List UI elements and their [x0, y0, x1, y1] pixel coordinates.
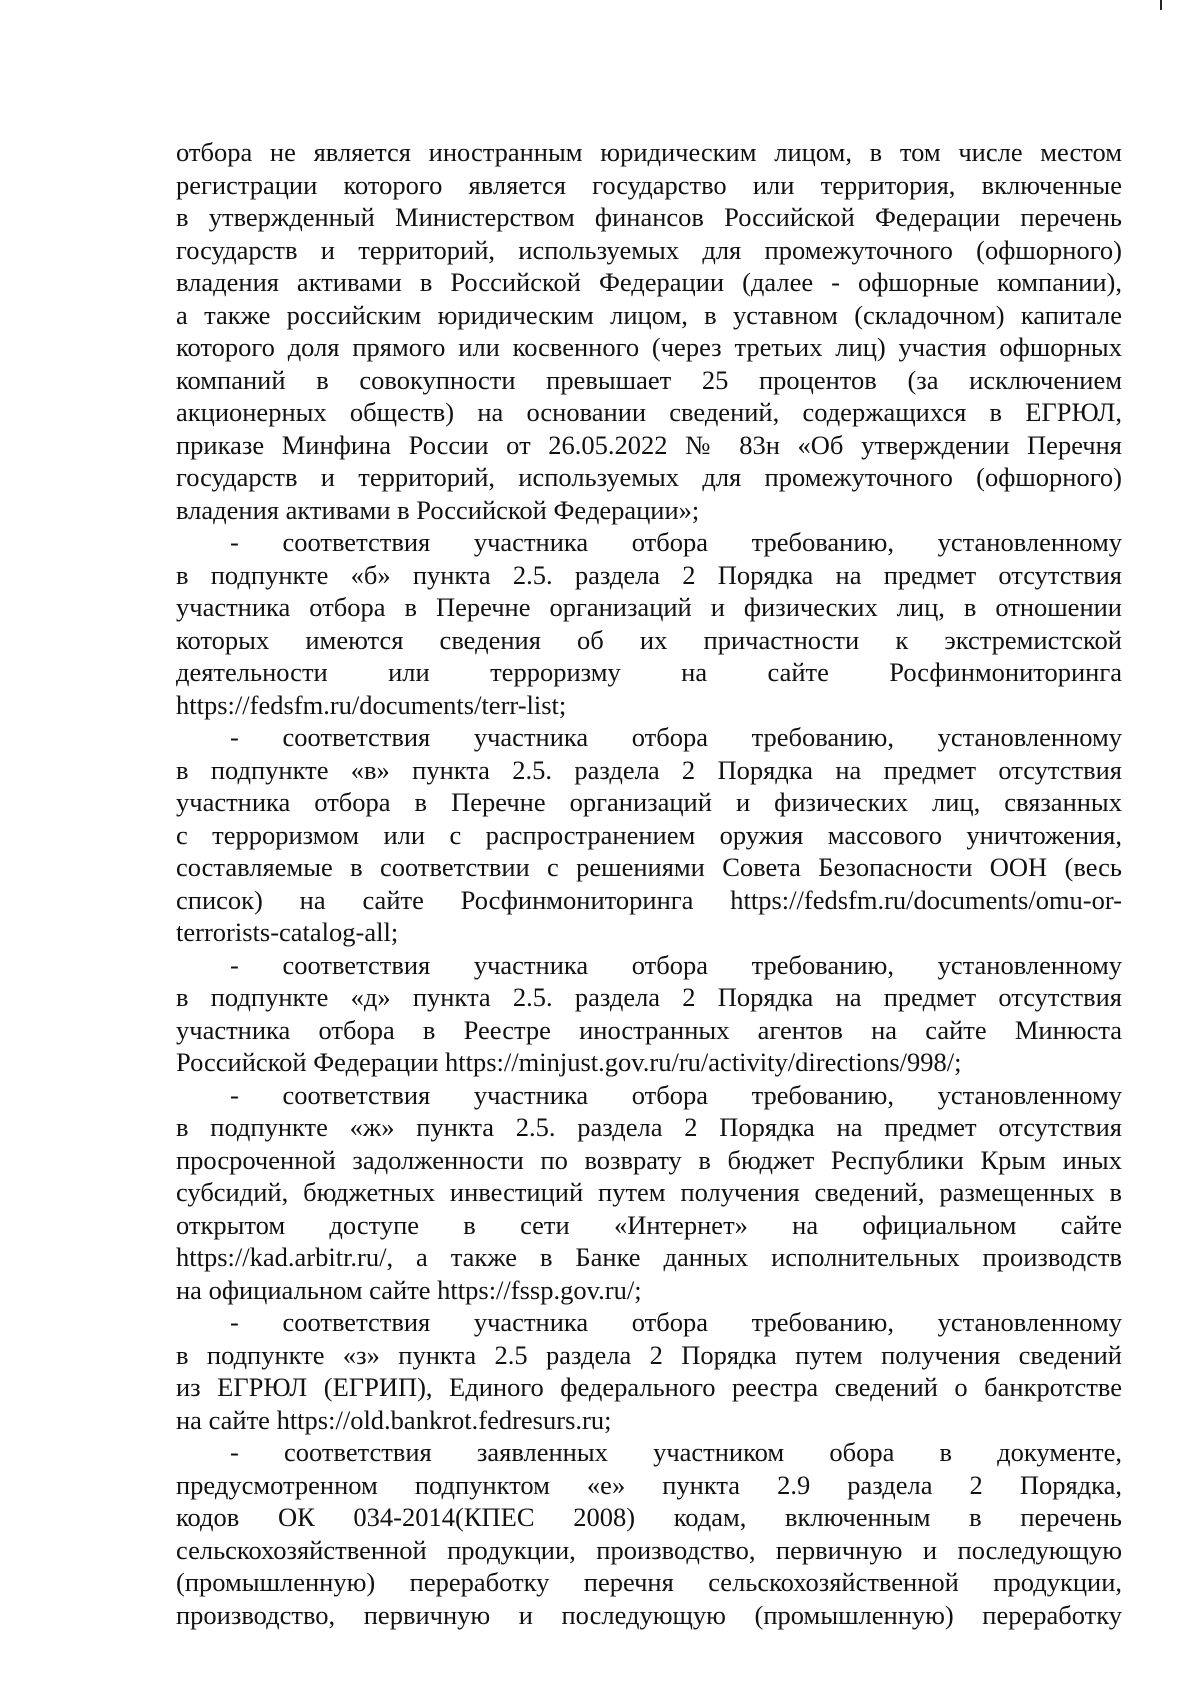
- text-line: - соответствия участника отбора требованию, установленному: [230, 1307, 1122, 1337]
- text-line: владения активами в Российской Федерации»;: [176, 494, 700, 525]
- text-line: предусмотренном подпунктом «е» пункта 2.9 раздела 2 Порядка,: [176, 1469, 1122, 1500]
- text-line: (промышленную) переработку перечня сельскохозяйственной продукции,: [176, 1567, 1122, 1597]
- text-line: terrorists-catalog-all;: [176, 917, 399, 947]
- text-line: в утвержденный Министерством финансов Российской Федерации перечень: [176, 202, 1122, 232]
- text-line: https://kad.arbitr.ru/, а также в Банке данных исполнительных производств: [176, 1242, 1122, 1272]
- text-line: отбора не является иностранным юридическим лицом, в том числе местом: [176, 137, 1122, 167]
- text-line: компаний в совокупности превышает 25 процентов (за исключением: [176, 364, 1122, 395]
- text-line: с терроризмом или с распространением оружия массового уничтожения,: [176, 819, 1122, 850]
- text-line: кодов ОК 034-2014(КПЕС 2008) кодам, включенным в перечень: [176, 1502, 1122, 1532]
- text-line: государств и территорий, используемых для промежуточного (офшорного): [176, 462, 1122, 492]
- text-line: - соответствия участника отбора требованию, установленному: [230, 949, 1122, 980]
- text-line: - соответствия участника отбора требованию, установленному: [230, 722, 1122, 752]
- text-line: акционерных обществ) на основании сведений, содержащихся в ЕГРЮЛ,: [176, 397, 1122, 427]
- text-line: деятельности или терроризму на сайте Росфинмониторинга: [176, 657, 1122, 687]
- text-line: государств и территорий, используемых для промежуточного (офшорного): [176, 234, 1122, 265]
- text-line: которых имеются сведения об их причастности к экстремистской: [176, 624, 1122, 655]
- text-line: в подпункте «з» пункта 2.5 раздела 2 Порядка путем получения сведений: [176, 1339, 1122, 1370]
- text-line: из ЕГРЮЛ (ЕГРИП), Единого федерального реестра сведений о банкротстве: [176, 1372, 1122, 1402]
- text-line: в подпункте «д» пункта 2.5. раздела 2 Порядка на предмет отсутствия: [176, 982, 1122, 1012]
- text-line: приказе Минфина России от 26.05.2022 № 83н «Об утверждении Перечня: [176, 429, 1122, 460]
- scan-edge-mark: [1160, 0, 1162, 10]
- text-line: просроченной задолженности по возврату в бюджет Республики Крым иных: [176, 1144, 1122, 1175]
- text-line: производство, первичную и последующую (промышленную) переработку: [176, 1599, 1122, 1630]
- text-line: владения активами в Российской Федерации (далее - офшорные компании),: [176, 267, 1122, 297]
- document-body-text: [176, 136, 1122, 1631]
- text-line: регистрации которого является государство или территория, включенные: [176, 169, 1122, 200]
- text-line: в подпункте «в» пункта 2.5. раздела 2 Порядка на предмет отсутствия: [176, 754, 1122, 785]
- text-line: участника отбора в Реестре иностранных агентов на сайте Минюста: [176, 1014, 1122, 1045]
- text-line: сельскохозяйственной продукции, производство, первичную и последующую: [176, 1534, 1122, 1565]
- text-line: которого доля прямого или косвенного (через третьих лиц) участия офшорных: [176, 332, 1122, 362]
- text-line: а также российским юридическим лицом, в уставном (складочном) капитале: [176, 299, 1122, 330]
- text-line: открытом доступе в сети «Интернет» на официальном сайте: [176, 1209, 1122, 1240]
- text-line: - соответствия участника отбора требованию, установленному: [230, 1079, 1122, 1110]
- text-line: https://fedsfm.ru/documents/terr-list;: [176, 689, 567, 720]
- text-line: на официальном сайте https://fssp.gov.ru/;: [176, 1274, 642, 1305]
- text-line: субсидий, бюджетных инвестиций путем получения сведений, размещенных в: [176, 1177, 1122, 1207]
- text-line: - соответствия заявленных участником обора в документе,: [230, 1437, 1122, 1467]
- text-line: список) на сайте Росфинмониторинга https://fedsfm.ru/documents/omu-or-: [176, 884, 1122, 915]
- text-line: - соответствия участника отбора требованию, установленному: [230, 527, 1122, 557]
- text-line: составляемые в соответствии с решениями Совета Безопасности ООН (весь: [176, 852, 1122, 882]
- text-line: в подпункте «ж» пункта 2.5. раздела 2 Порядка на предмет отсутствия: [176, 1112, 1122, 1142]
- text-line: Российской Федерации https://minjust.gov.ru/ru/activity/directions/998/;: [176, 1047, 962, 1077]
- text-line: участника отбора в Перечне организаций и физических лиц, в отношении: [176, 592, 1122, 622]
- text-line: на сайте https://old.bankrot.fedresurs.ru;: [176, 1404, 612, 1435]
- text-line: участника отбора в Перечне организаций и физических лиц, связанных: [176, 787, 1122, 817]
- text-line: в подпункте «б» пункта 2.5. раздела 2 Порядка на предмет отсутствия: [176, 559, 1122, 590]
